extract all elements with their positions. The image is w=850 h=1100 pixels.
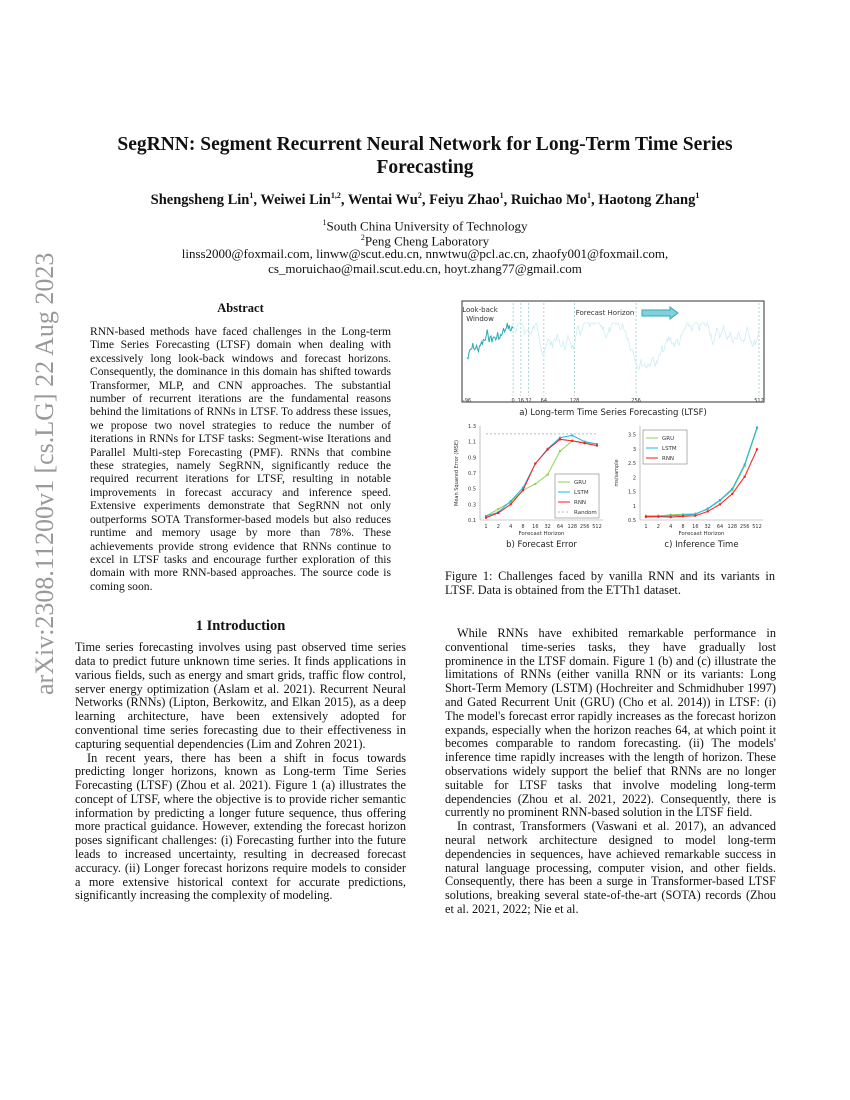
y-tick-label: 3 [632,446,636,453]
legend-label: GRU [574,480,587,486]
x-tick-label: 16 [532,524,539,530]
y-tick-label: 3.5 [628,432,636,439]
x-axis-label: Forecast Horizon [678,531,725,537]
data-point-rnn [719,503,721,505]
x-tick-label: 256 [631,398,641,404]
x-tick-label: 2 [496,524,500,530]
data-point-lstm [743,463,745,465]
x-tick-label: 4 [509,524,513,530]
y-axis-label: Mean Squared Error (MSE) [454,440,460,506]
y-tick-label: 2 [632,475,636,482]
figure-caption: Figure 1: Challenges faced by vanilla RNN and its variants in LTSF. Data is obtained from the ETTh1 dataset. [445,569,775,597]
emails-line-2: cs_moruichao@mail.scut.edu.cn, hoyt.zhang77@gmail.com [268,261,582,276]
x-tick-label: 8 [521,524,525,530]
introduction-heading: 1 Introduction [195,618,286,635]
data-point-rnn [657,515,659,517]
data-point-rnn [682,515,684,517]
intro-paragraph-1: Time series forecasting involves using past observed time series data to predict future unknown time series. It finds applications in various fields, such as energy and smart grids, traffic flow control, server energy optimization (Aslam et al. 2021). Recurrent Neural Networks (RNNs) (Lipton, Berkowitz, and Elkan 2015), as a deep learning architecture, have been extensively adopted for conventional time series forecasting due to their effectiveness in capturing sequential dependencies (Lim and Zohren 2021). [75,640,406,751]
data-point-rnn [756,448,758,450]
data-point-rnn [497,512,499,514]
data-point-rnn [559,438,561,440]
chart-title: a) Long-term Time Series Forecasting (LTSF) [519,408,707,418]
x-tick-label: 64 [716,524,724,530]
author-affiliation-sup: 1 [695,191,700,200]
x-tick-label: 8 [681,524,685,530]
author: Ruichao Mo$^1$ [510,191,591,208]
figure-1-charts [445,298,775,558]
affiliation-sup: 2 [360,233,365,242]
data-point-lstm [571,434,573,436]
x-tick-label: 512 [754,398,764,404]
y-tick-label: 1.5 [628,489,636,496]
x-tick-label: 128 [569,398,580,404]
y-tick-label: 1 [632,503,636,510]
data-point-lstm [756,426,758,428]
x-tick-label: 16 [517,398,524,404]
affiliation-name: Peng Cheng Laboratory [364,233,490,249]
y-tick-label: 0.5 [468,486,476,493]
abstract-heading: Abstract [217,301,264,315]
lookback-series [467,323,513,359]
paper-title: SegRNN: Segment Recurrent Neural Network for Long-Term Time Series Forecasting [117,134,733,178]
x-tick-label: 0 [511,398,515,404]
lookback-window-label: Look-back [462,306,498,314]
x-tick-label: 1 [484,524,488,530]
x-axis-label: Forecast Horizon [518,531,565,537]
affiliation-sup: 1 [322,218,327,227]
legend-label: LSTM [574,490,589,496]
lookback-window-label: Window [466,315,494,323]
y-tick-label: 0.3 [468,502,476,509]
arrow-right-icon [642,307,678,319]
data-point-rnn [731,493,733,495]
author: Shengsheng Lin$^1$ [150,191,254,208]
data-point-rnn [522,489,524,491]
x-tick-label: 4 [669,524,673,530]
y-tick-label: 0.9 [468,455,476,462]
x-tick-label: 128 [727,524,738,530]
data-point-gru [534,483,536,485]
forecast-series [514,323,759,369]
x-tick-label: 256 [739,524,750,530]
figure-1 [445,298,775,597]
y-tick-label: 1.1 [468,439,476,446]
x-tick-label: 1 [644,524,648,530]
data-point-rnn [645,515,647,517]
legend-label: GRU [662,436,675,442]
y-tick-label: 0.5 [628,518,636,524]
x-tick-label: 2 [656,524,660,530]
data-point-gru [497,508,499,510]
author-affiliation-sup: 1 [499,191,504,200]
chart-title: c) Inference Time [664,540,739,550]
y-tick-label: 1.3 [468,424,476,430]
legend-label: Random [574,510,597,516]
abstract-text: RNN-based methods have faced challenges in the Long-term Time Series Forecasting (LTSF) domain when dealing with excessively long look-back windows and forecast horizons. Consequently, the dominance in this domain has shifted towards Transformer, MLP, and CNN approaches. The substantial number of recurrent iterations are the fundamental reasons behind the limitations of RNNs in LTSF. To address these issues, we propose two novel strategies to reduce the number of iterations in RNNs for LTSF tasks: Segment-wise Iterations and Parallel Multi-step Forecasting (PMF). RNNs that combine these strategies, namely SegRNN, significantly reduce the required recurrent iterations for LTSF, resulting in notable improvements in forecast accuracy and inference speed. Extensive experiments demonstrate that SegRNN not only outperforms SOTA Transformer-based models but also reduces runtime and memory usage by more than 78%. These achievements provide strong evidence that RNNs continue to excel in LTSF tasks and encourage further exploration of this domain with more RNN-based approaches. The source code is coming soon. [90,325,391,593]
data-point-rnn [694,515,696,517]
x-tick-label: 16 [692,524,699,530]
x-tick-label: 64 [556,524,564,530]
y-tick-label: 0.7 [468,471,476,477]
data-point-rnn [583,442,585,444]
data-point-rnn [534,462,536,464]
data-point-lstm [719,499,721,501]
y-axis-label: ms/sample [614,459,620,487]
author: Haotong Zhang$^1$ [598,191,700,208]
data-point-lstm [509,500,511,502]
author-list: Shengsheng Lin$^1$, Weiwei Lin$^{1,2}$, Wentai Wu$^2$, Feiyu Zhao$^1$, Ruichao Mo$^1$, Haotong Zhang$^1$ [150,191,700,208]
data-point-gru [559,450,561,452]
author-affiliation-sup: 1 [249,191,254,200]
author: Feiyu Zhao$^1$ [429,191,504,208]
intro-paragraph-2: In recent years, there has been a shift in focus towards predicting longer horizons, known as Long-term Time Series Forecasting (LTSF) (Zhou et al. 2021). Figure 1 (a) illustrates the concept of LTSF, where the objective is to provide richer semantic information by predicting a longer future sequence, thus offering more practical guidance. However, extending the forecast horizon poses significant challenges: (i) Forecasting further into the future leads to increased uncertainty, resulting in decreased forecast accuracy. (ii) Longer forecast horizons require models to consider a more extensive historical context for accurate predictions, significantly increasing the complexity of modeling. [75,750,406,903]
right-column [445,627,776,917]
arxiv-identifier[interactable]: arXiv:2308.11200v1 [cs.LG] 22 Aug 2023 [30,252,59,695]
x-tick-label: 256 [579,524,590,530]
y-tick-label: 0.1 [468,518,476,524]
y-tick-label: 2.5 [628,461,636,468]
data-point-rnn [596,444,598,446]
data-point-rnn [743,476,745,478]
x-tick-label: 64 [540,398,548,404]
x-tick-label: 32 [704,524,711,530]
data-point-rnn [669,516,671,518]
x-tick-label: 32 [525,398,532,404]
legend-label: LSTM [662,446,677,452]
x-tick-label: 512 [752,524,762,530]
data-point-rnn [571,440,573,442]
data-point-rnn [509,503,511,505]
data-point-rnn [706,510,708,512]
x-tick-label: 32 [544,524,551,530]
data-point-lstm [731,487,733,489]
data-point-rnn [546,448,548,450]
author-affiliation-sup: 1 [586,191,591,200]
x-tick-label: -96 [462,398,472,404]
author: Weiwei Lin$^{1,2}$ [260,191,341,208]
intro-paragraph-3: While RNNs have exhibited remarkable performance in conventional time-series tasks, they have gradually lost prominence in the LTSF domain. Figure 1 (b) and (c) illustrate the limitations of RNNs (either vanilla RNN or its variants: Long Short-Term Memory (LSTM) (Hochreiter and Schmidhuber 1997) and Gated Recurrent Unit (GRU) (Cho et al. 2014)) in LTSF: (i) The model's forecast error rapidly increases as the forecast horizon expands, especially when the horizon reaches 64, at which point it becomes comparable to random forecasting. (ii) The models' inference time rapidly increases with the length of horizon. These observations widely support the belief that RNNs are no longer suitable for LTSF tasks that involve modeling long-term dependencies (Zhou et al. 2021, 2022). Consequently, there is currently no prominent RNN-based solution in the LTSF field. [445,626,776,820]
x-tick-label: 128 [567,524,578,530]
legend-label: RNN [662,456,675,462]
author: Wentai Wu$^2$ [347,191,422,208]
legend-label: RNN [574,500,587,506]
intro-paragraph-4: In contrast, Transformers (Vaswani et al. 2017), an advanced neural network architecture designed to model long-term dependencies in sequences, have achieved remarkable success in natural language processing, computer vision, and other fields. Consequently, there has been a surge in Transformer-based LTSF solutions, breaking several state-of-the-art (SOTA) records (Zhou et al. 2021, 2022; Nie et al. [445,819,776,916]
data-point-lstm [706,507,708,509]
data-point-rnn [485,516,487,518]
left-column [75,301,406,903]
emails-line-1: linss2000@foxmail.com, linww@scut.edu.cn, nnwtwu@pcl.ac.cn, zhaofy001@foxmail.com, [181,246,669,261]
author-affiliation-sup: 1,2 [330,191,341,200]
chart-title: b) Forecast Error [506,540,577,550]
author-affiliation-sup: 2 [417,191,422,200]
affiliation-name: South China University of Technology [326,218,528,234]
x-tick-label: 512 [592,524,602,530]
forecast-horizon-label: Forecast Horizon [575,309,635,317]
data-point-gru [546,473,548,475]
